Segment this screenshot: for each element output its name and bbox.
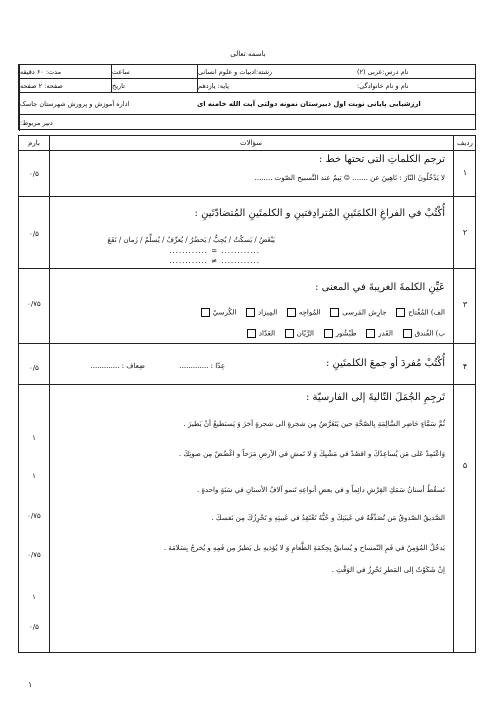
q3-b-1: ب) الفُندق [414, 329, 445, 338]
q2-words: يَبْغَضُ / يَسكُتُ / يُحِبُّ / يَحضُرُ / يُعرِّفُ / يُسلِّمُ / زَمان / نَفَعَ [107, 236, 275, 244]
exam-title: ارزشیابی پایانی نوبت اول دبیرستان نمونه دولتی آیت الله خامنه ای [197, 99, 421, 108]
office-cell [19, 93, 197, 114]
q5-sentence-1: ثُمَّ سَمَّاءٍ حَاضِر السَّالِمَةِ بِالصّحَّةِ حين يَتَعَرَّضُ مِن شجرةٍ الی شجرةٍ آخرَ وَ يَستطيعُ أنْ يَطيرَ . [183, 420, 445, 428]
date-label: تاریخ [112, 81, 125, 90]
q5-score-2: ۱ [32, 472, 36, 480]
col-row-header: ردیف [457, 139, 473, 147]
checkbox[interactable] [330, 308, 339, 317]
q3-a-3: المُواجِه [298, 308, 321, 317]
q5-sentence-5: يَدخُلُ المُؤمِنُ في فَمِ التّمساح و يُسابقُ بِحِكمَةِ الطَّعامِ وَ لا يُؤذيهِ بل يَطيرُ مِن فَمِهِ و يُخرجُ بِسَلامَة . [163, 544, 445, 552]
q4-item-b: ضِعاف : ............. [90, 362, 145, 370]
q4-title: أُكْتُبْ مُفردَ أو جمعَ الكلمتَينِ : [325, 358, 445, 369]
q1-number: ۱ [462, 168, 468, 177]
q3-score: ۰/۷۵ [27, 300, 41, 308]
q2-number: ۲ [462, 228, 468, 237]
q5-sentence-2: وَاعْتَمِدْ عَلی مَن يُساعِدُكَ و اقصُدْ في مَشْيِكَ وَ لا تَمشِ في الأرضِ مَرَحاً و اغْضُضْ مِن صوتِكَ . [178, 450, 445, 458]
col-score-header: بارم [28, 139, 40, 147]
q5-score-5: ۱ [32, 593, 36, 601]
q2-divider [19, 268, 475, 269]
q3-a-4: المِيزاد [257, 308, 278, 317]
checkbox[interactable] [285, 329, 294, 338]
student-label: نام و نام خانوادگی: [357, 81, 409, 90]
score-col-divider [49, 136, 50, 652]
q3-divider [19, 343, 475, 344]
q1-score: ۰/۵ [29, 170, 39, 178]
q3-number: ۳ [462, 300, 468, 309]
header-divider [19, 150, 475, 151]
q5-score-6: ۰/۵ [29, 623, 39, 631]
grade: پایه: یازدهم [198, 81, 229, 90]
field-name: رشته:ادبیات و علوم انسانی [198, 67, 273, 76]
q5-title: تَرجِمِ الجُمَلَ التّاليةَ إلی الفارسيّة : [305, 392, 445, 403]
pages-cell [19, 79, 111, 92]
q5-sentence-3: تَسقُطُ أسنانُ سَمَكِ القِرْشِ دائِماً و في بعضِ أنواعِهِ تَنمو آلافُ الأسنانِ في سَنَةٍ واحدةٍ . [196, 486, 445, 494]
q1-line: لا يَدْخُلُونَ النّارَ : نَاهِينَ عن ....... ☺ تِيمٌ عند التَّسبيح الصّوت ........ [254, 174, 445, 182]
date-cell [111, 79, 197, 92]
checkbox[interactable] [201, 308, 210, 317]
header-row-4 [19, 115, 475, 131]
q5-score-3: ۰/۷۵ [27, 512, 41, 520]
q2-synonym-blank: ............ = ............ [169, 247, 260, 255]
q3-title: عَيِّنِ الكلمةَ الغريبةَ في المعنى : [315, 282, 445, 293]
q4-divider [19, 384, 475, 385]
q1-divider [19, 196, 475, 197]
row-col-divider [453, 136, 454, 652]
q3-b-4: الرَّيّان [296, 329, 314, 338]
q3-a-2: جارِش المَرسى [342, 308, 387, 317]
q3-b-5: العَدّاد [258, 329, 276, 338]
student-cell [357, 79, 477, 92]
bismillah-title: باسمه تعالی [230, 50, 266, 58]
duration-cell [19, 65, 111, 78]
q5-score-4: ۰/۷۵ [27, 551, 41, 559]
q5-sentence-6: إنْ شَكَوْتُ إلی المَطرِ تَحْرِزُ في الوَقْتِ . [331, 566, 445, 574]
q1-title: ترجم الکلماتِ التی تحتها خط : [318, 154, 445, 165]
checkbox[interactable] [396, 308, 405, 317]
q3-a-1: الف) المُفْتاح [408, 308, 445, 317]
q3-b-2: القَدر [378, 329, 393, 338]
q3-a-5: الكُرسيّ [212, 308, 237, 317]
q2-antonym-blank: ............ ≠ ............ [169, 257, 260, 265]
course-cell [357, 65, 477, 78]
q2-score: ۰/۵ [29, 230, 39, 238]
course-name: نام درس:عربی (۲) [357, 67, 409, 76]
checkbox[interactable] [247, 329, 256, 338]
q3-options-b [244, 329, 445, 338]
q4-score: ۰/۵ [29, 364, 39, 372]
q3-options-a [198, 308, 445, 317]
q5-number: ۵ [462, 461, 468, 470]
blank-cell [197, 115, 477, 131]
office: اداره آموزش و پرورش شهرستان جاسک [20, 99, 130, 108]
checkbox[interactable] [403, 329, 412, 338]
duration: مدت: ۶۰ دقیقه [20, 67, 62, 76]
exam-title-cell [197, 93, 477, 114]
q4-number: ۴ [462, 362, 468, 371]
q5-score-1: ۱ [32, 434, 36, 442]
q5-sentence-4: الصَّديقُ الصّدوقُ مَن تُصَدِّقُهُ في غَيبَتِكَ و حُبُّهُ تَعْتَقِدُ في غَيبتِهِ و تَحْرِزُكَ مِن نَفسكَ . [211, 514, 445, 522]
checkbox[interactable] [324, 329, 333, 338]
teacher-label: دبیر مربوط: [20, 119, 53, 127]
teacher-cell [19, 115, 197, 131]
q3-b-3: طَبْشُور [335, 329, 357, 338]
header-row-2 [19, 79, 475, 93]
q2-title: أُكْتُبْ في الفراغِ الكلمَتَينِ المُترادِفتينِ و الكلمتَينِ المُتضادّتَينِ : [194, 208, 445, 219]
q4-item-a: عِدّا : ............. [179, 362, 225, 370]
header-row-3 [19, 93, 475, 115]
header-row-1 [19, 65, 475, 79]
time-label: ساعت [112, 67, 130, 76]
checkbox[interactable] [246, 308, 255, 317]
field-cell [197, 65, 357, 78]
col-questions-header: سؤالات [239, 139, 262, 147]
grade-cell [197, 79, 357, 92]
questions-table [18, 135, 476, 653]
checkbox[interactable] [366, 329, 375, 338]
pages: صفحه: ۲ صفحه [20, 81, 63, 90]
time-cell [111, 65, 197, 78]
exam-header [18, 64, 476, 130]
checkbox[interactable] [287, 308, 296, 317]
page-number: ۱ [28, 680, 33, 689]
